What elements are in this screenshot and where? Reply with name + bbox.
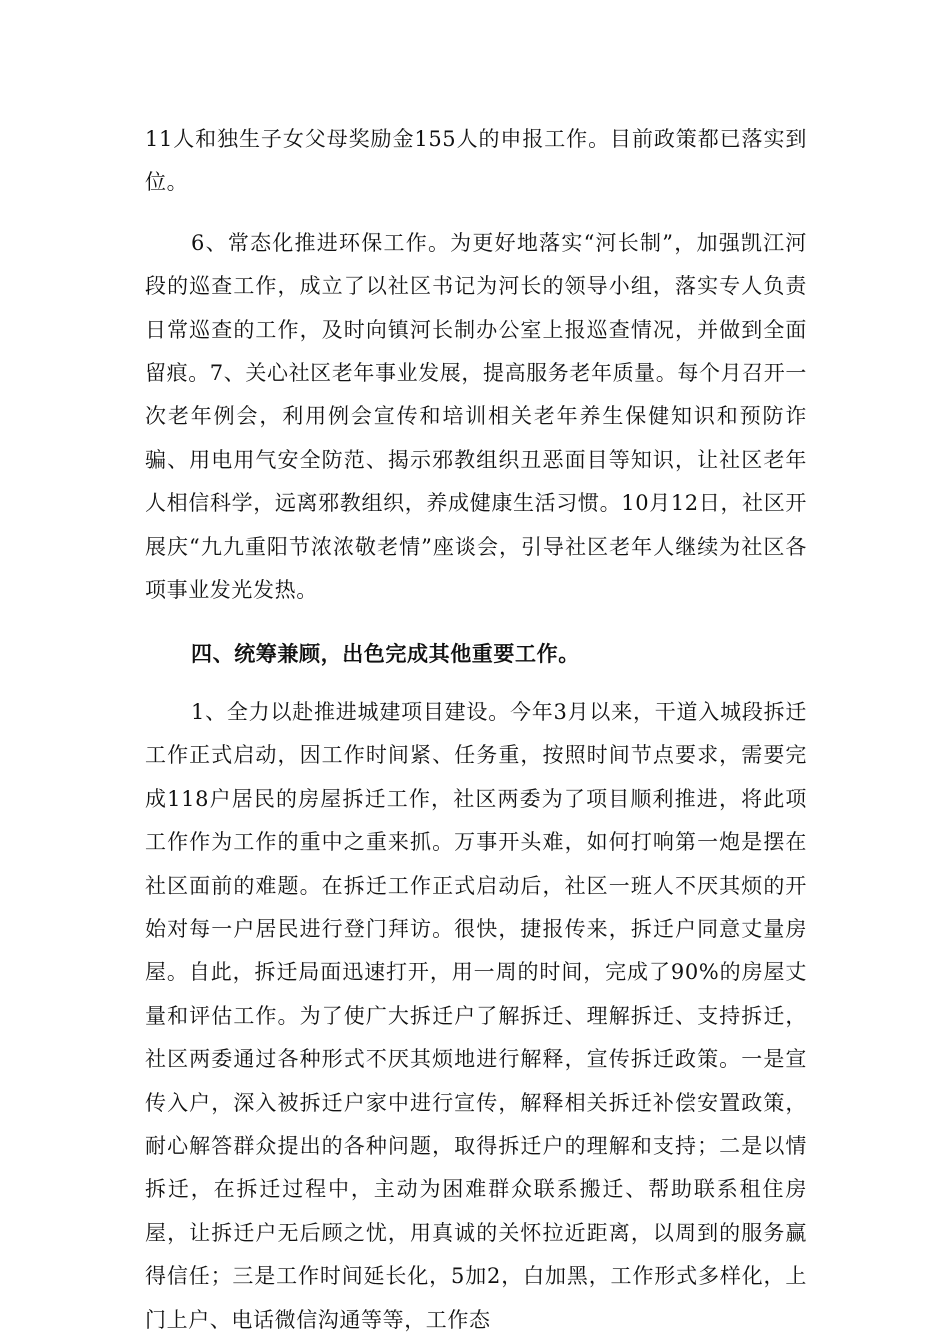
paragraph-policy-continuation: 11人和独生子女父母奖励金155人的申报工作。目前政策都已落实到位。 <box>145 127 807 195</box>
document-body <box>145 118 807 1342</box>
section-heading: 四、统筹兼顾，出色完成其他重要工作。 <box>191 641 580 667</box>
paragraph-urban-construction-project: 1、全力以赴推进城建项目建设。今年3月以来，干道入城段拆迁工作正式启动，因工作时间紧、任务重，按照时间节点要求，需要完成118户居民的房屋拆迁工作，社区两委为了项目顺利推进，将此项工作作为工作的重中之重来抓。万事开头难，如何打响第一炮是摆在社区面前的难题。在拆迁工作正式启动后，社区一班人不厌其烦的开始对每一户居民进行登门拜访。很快，捷报传来，拆迁户同意丈量房屋。自此，拆迁局面迅速打开，用一周的时间，完成了90%的房屋丈量和评估工作。为了使广大拆迁户了解拆迁、理解拆迁、支持拆迁，社区两委通过各种形式不厌其烦地进行解释，宣传拆迁政策。一是宣传入户，深入被拆迁户家中进行宣传，解释相关拆迁补偿安置政策，耐心解答群众提出的各种问题，取得拆迁户的理解和支持；二是以情拆迁，在拆迁过程中，主动为困难群众联系搬迁、帮助联系租住房屋，让拆迁户无后顾之忧，用真诚的关怀拉近距离，以周到的服务赢得信任；三是工作时间延长化，5加2，白加黑，工作形式多样化，上门上户、电话微信沟通等等，工作态 <box>145 699 807 1332</box>
paragraph-environmental-and-elderly-work: 6、常态化推进环保工作。为更好地落实“河长制”，加强凯江河段的巡查工作，成立了以社区书记为河长的领导小组，落实专人负责日常巡查的工作，及时向镇河长制办公室上报巡查情况，并做到全面留痕。7、关心社区老年事业发展，提高服务老年质量。每个月召开一次老年例会，利用例会宣传和培训相关老年养生保健知识和预防诈骗、用电用气安全防范、揭示邪教组织丑恶面目等知识，让社区老年人相信科学，远离邪教组织，养成健康生活习惯。10月12日，社区开展庆“九九重阳节浓浓敬老情”座谈会，引导社区老年人继续为社区各项事业发光发热。 <box>145 230 807 603</box>
